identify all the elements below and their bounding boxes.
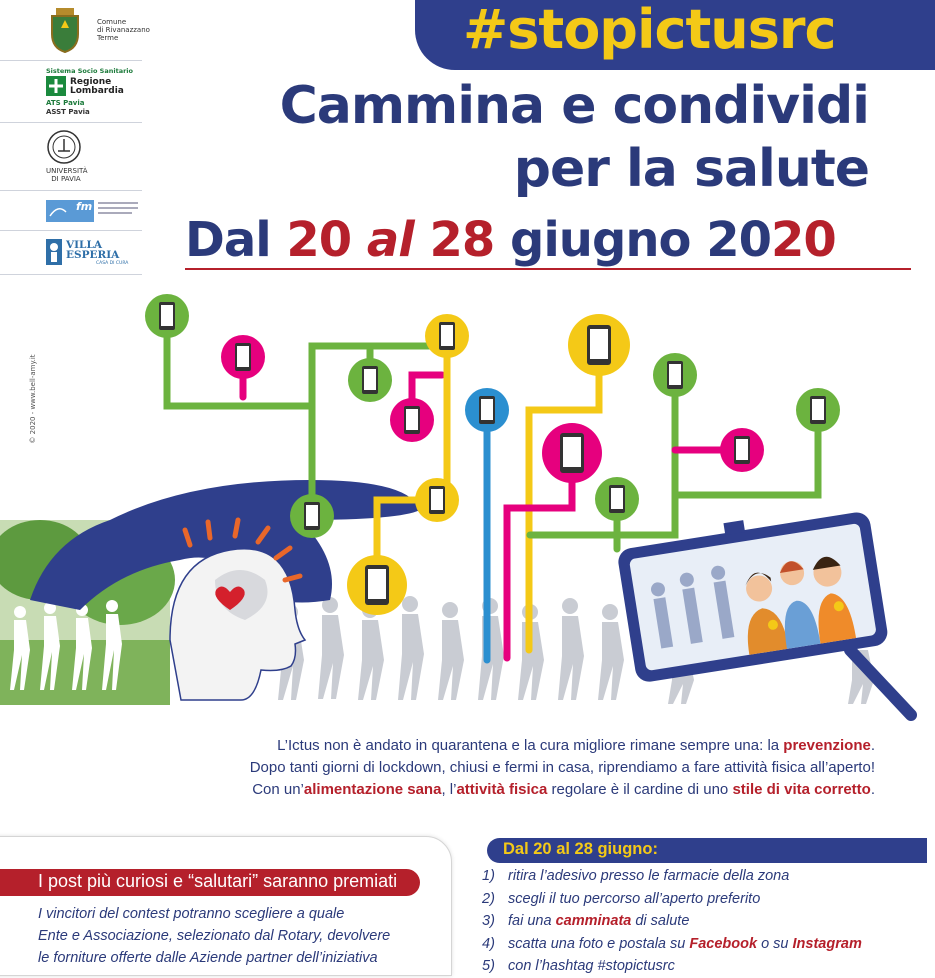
sponsor-column (0, 0, 150, 275)
sponsor-ats-text: ATS Pavia (46, 99, 85, 107)
hashtag-text: #stopictusrc (463, 0, 836, 61)
intro-line-3: Con un’alimentazione sana, l’attività fisica regolare è il cardine di uno stile di vita corretto. (252, 781, 875, 798)
sponsor-comune (0, 0, 150, 61)
regione-lombardia-icon (46, 76, 66, 96)
phone-node-icon (221, 335, 265, 379)
sponsor-villa-sub: CASA DI CURA (96, 261, 129, 266)
sponsor-sistema-text: Sistema Socio Sanitario (46, 67, 133, 75)
villa-esperia-icon (46, 239, 62, 265)
date-underline (185, 268, 911, 270)
intro-line-1: L’Ictus non è andato in quarantena e la cura migliore rimane sempre una: la prevenzione. (277, 737, 875, 754)
hashtag-banner (415, 0, 935, 70)
step-item: 4) scatta una foto e postala su Facebook o su Instagram (482, 935, 862, 952)
phone-node-icon (290, 494, 334, 538)
intro-line-2: Dopo tanti giorni di lockdown, chiusi e fermi in casa, riprendiamo a fare attività fisica all’aperto! (249, 759, 875, 776)
sponsor-fm-text: fm (76, 200, 93, 213)
phone-node-icon (348, 358, 392, 402)
sponsor-universita (0, 123, 142, 191)
sponsor-villa-text: VILLA ESPERIA (66, 239, 120, 261)
coat-of-arms-icon (48, 8, 82, 52)
phone-node-icon (145, 294, 189, 338)
sponsor-regione-text: Regione Lombardia (70, 77, 124, 96)
phone-node-icon (542, 423, 602, 483)
phone-node-icon (568, 314, 630, 376)
steps-list (482, 865, 912, 978)
phone-node-icon (347, 555, 407, 615)
sponsor-fm (0, 191, 142, 231)
phone-node-icon (415, 478, 459, 522)
step-item: 5) con l’hashtag #stopictusrc (482, 958, 675, 974)
sponsor-comune-text: Comune di Rivanazzano Terme (97, 18, 150, 42)
sponsor-universita-text: UNIVERSITÀ DI PAVIA (46, 167, 88, 183)
phone-node-icon (796, 388, 840, 432)
phone-node-icon (595, 477, 639, 521)
event-dates: Dal 20 al 28 giugno 2020 (185, 212, 836, 268)
step-item: 3) fai una camminata di salute (482, 913, 690, 929)
phone-node-icon (653, 353, 697, 397)
sponsor-asst-text: ASST Pavia (46, 108, 90, 116)
prize-banner-text: I post più curiosi e “salutari” saranno premiati (38, 871, 398, 891)
step-item: 2) scegli il tuo percorso all’aperto preferito (482, 890, 761, 907)
steps-banner (487, 838, 927, 863)
title-line-2: per la salute (513, 139, 869, 199)
phone-node-icon (465, 388, 509, 432)
illustration (0, 280, 911, 730)
copyright-vertical: © 2020 - www.bell-amy.it (29, 354, 37, 444)
steps-banner-text: Dal 20 al 28 giugno: (503, 840, 658, 858)
sponsor-regione (0, 61, 142, 123)
intro-paragraph (150, 735, 875, 801)
title-line-1: Cammina e condividi (279, 76, 869, 136)
phone-node-icon (425, 314, 469, 358)
prize-text: I vincitori del contest potranno scegliere a quale Ente e Associazione, selezionato dal Rotary, devolvere le forniture offerte dalle Aziende partner dell’iniziativa (38, 906, 391, 966)
step-item: 1) ritira l’adesivo presso le farmacie della zona (482, 868, 790, 884)
sponsor-villa-esperia (0, 231, 142, 275)
university-seal-icon (46, 129, 82, 165)
prize-banner (0, 869, 420, 896)
phone-node-icon (720, 428, 764, 472)
phone-node-icon (390, 398, 434, 442)
